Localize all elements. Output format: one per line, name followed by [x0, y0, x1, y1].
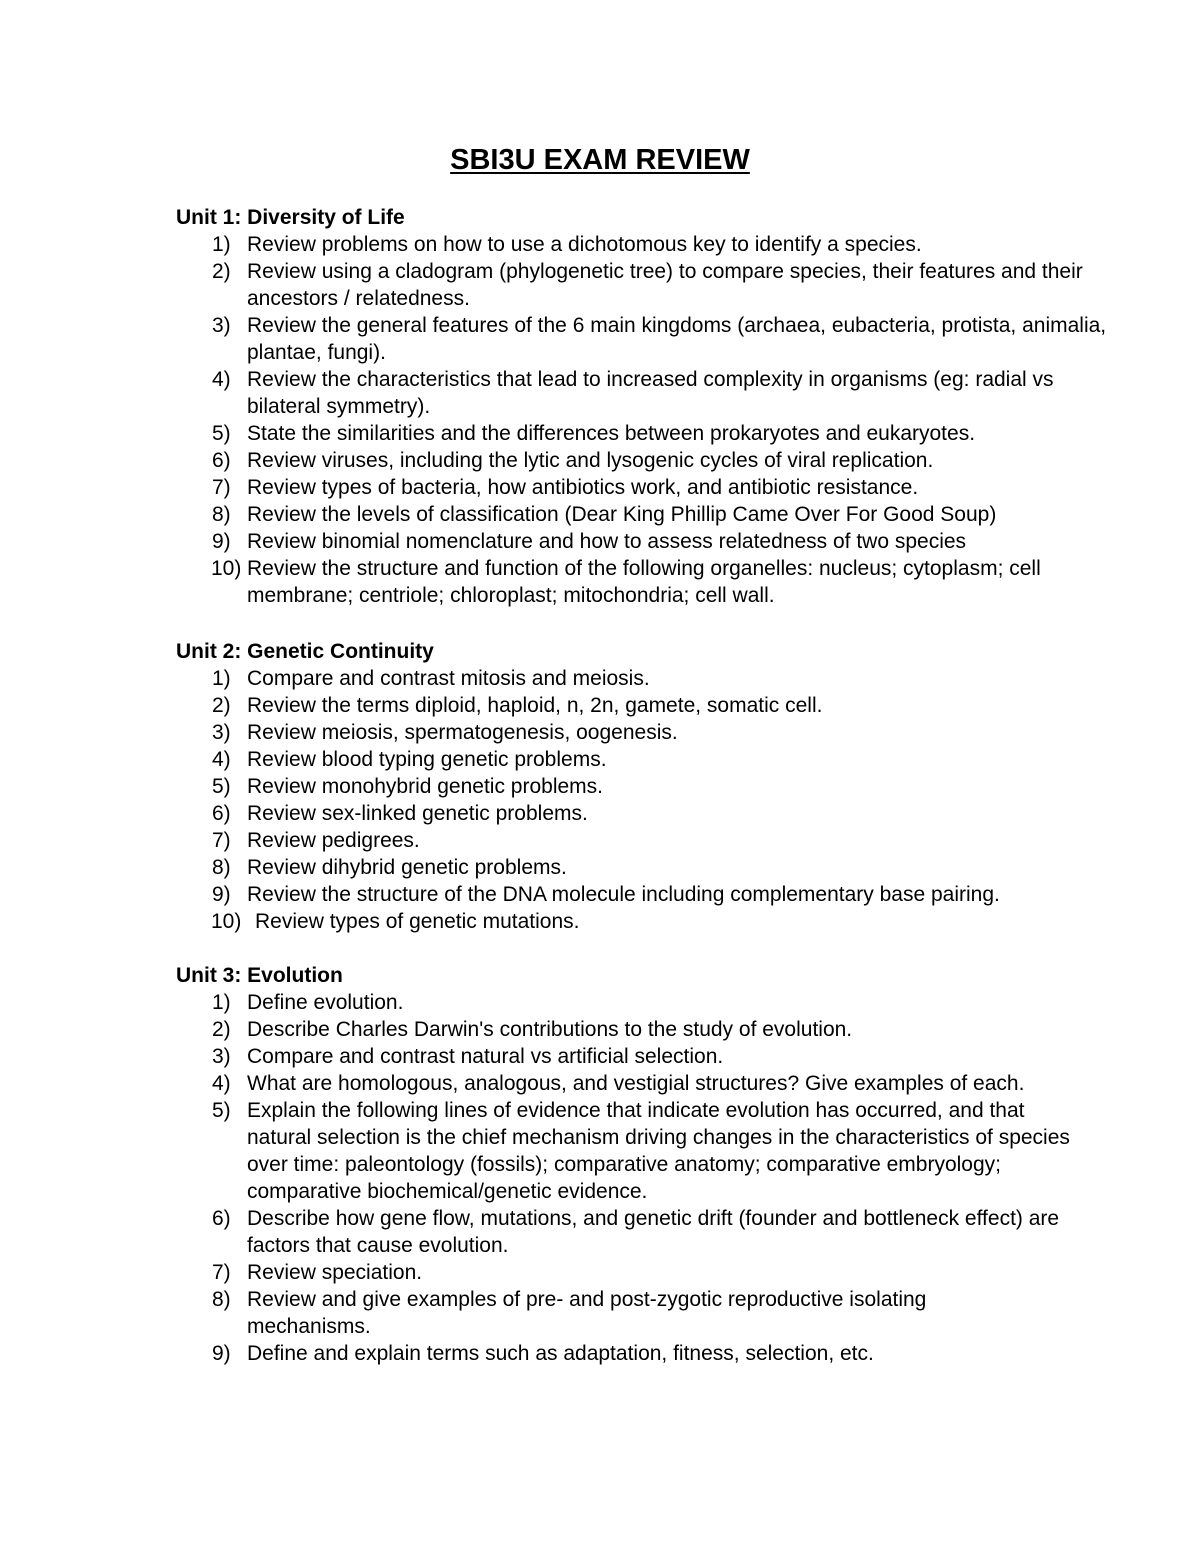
item-number: 7) — [212, 1261, 231, 1284]
list-item — [176, 773, 1107, 800]
item-number: 2) — [212, 1018, 231, 1041]
list-item — [176, 827, 1107, 854]
item-text: Review types of genetic mutations. — [255, 910, 580, 933]
item-number: 3) — [212, 314, 231, 337]
item-number: 3) — [212, 1045, 231, 1068]
list-item — [176, 366, 1107, 420]
item-text: Review the characteristics that lead to increased complexity in organisms (eg: radial vs bilateral symmetry). — [247, 368, 1054, 418]
item-text: Define evolution. — [247, 991, 404, 1014]
item-text: Describe Charles Darwin's contributions to the study of evolution. — [247, 1018, 853, 1041]
list-item — [176, 800, 1107, 827]
item-number: 4) — [212, 368, 231, 391]
list-item — [176, 854, 1107, 881]
unit-heading: Unit 1: Diversity of Life — [176, 206, 405, 229]
item-number: 1) — [212, 991, 231, 1014]
list-item — [176, 231, 1107, 258]
item-text: Review sex-linked genetic problems. — [247, 802, 588, 825]
item-text: Review pedigrees. — [247, 829, 420, 852]
item-number: 9) — [212, 1342, 231, 1365]
item-text: Review the terms diploid, haploid, n, 2n, gamete, somatic cell. — [247, 694, 823, 717]
list-item — [176, 447, 1107, 474]
list-item — [176, 1097, 1092, 1205]
item-text: Review problems on how to use a dichotomous key to identify a species. — [247, 233, 922, 256]
list-item — [176, 501, 1107, 528]
list-item — [176, 881, 1127, 908]
list-item — [176, 1070, 1087, 1097]
item-number: 3) — [212, 721, 231, 744]
item-text: Review the structure and function of the following organelles: nucleus; cytoplasm; cell membrane; centriole; chloroplast; mitochondria; cell wall. — [247, 557, 1041, 607]
item-text: Review dihybrid genetic problems. — [247, 856, 567, 879]
item-text: Review monohybrid genetic problems. — [247, 775, 604, 798]
item-text: Review binomial nomenclature and how to assess relatedness of two species — [247, 530, 967, 553]
item-number: 2) — [212, 260, 231, 283]
unit-2-section — [176, 638, 1106, 935]
document-title: SBI3U EXAM REVIEW — [450, 144, 750, 176]
item-text: Review types of bacteria, how antibiotics work, and antibiotic resistance. — [247, 476, 919, 499]
item-text: Review and give examples of pre- and post-zygotic reproductive isolating mechanisms. — [247, 1288, 927, 1338]
item-text: Compare and contrast mitosis and meiosis. — [247, 667, 650, 690]
item-number: 4) — [212, 748, 231, 771]
list-item — [176, 908, 1115, 935]
item-number: 5) — [212, 1099, 231, 1122]
list-item — [176, 1043, 1107, 1070]
list-item — [176, 1205, 1067, 1259]
item-text: Review the levels of classification (Dear King Phillip Came Over For Good Soup) — [247, 503, 997, 526]
item-number: 8) — [212, 856, 231, 879]
list-item — [176, 1016, 1107, 1043]
item-number: 10) — [211, 910, 242, 933]
item-text: Review the general features of the 6 main kingdoms (archaea, eubacteria, protista, animalia, plantae, fungi). — [247, 314, 1107, 364]
list-item — [176, 1286, 1047, 1340]
item-number: 1) — [212, 667, 231, 690]
item-number: 5) — [212, 422, 231, 445]
unit-3-section — [176, 962, 1106, 1367]
list-item — [176, 746, 1107, 773]
item-number: 1) — [212, 233, 231, 256]
item-number: 8) — [212, 1288, 231, 1311]
item-text: Review blood typing genetic problems. — [247, 748, 607, 771]
list-item — [176, 420, 1107, 447]
list-item — [176, 1340, 1107, 1367]
list-item — [176, 555, 1107, 609]
list-item — [176, 665, 1107, 692]
item-number: 6) — [212, 1207, 231, 1230]
unit-3-list — [176, 989, 1106, 1367]
unit-heading: Unit 3: Evolution — [176, 964, 343, 987]
unit-heading: Unit 2: Genetic Continuity — [176, 640, 434, 663]
item-text: Explain the following lines of evidence that indicate evolution has occurred, and that natural selection is the chief mechanism driving changes in the characteristics of species over time: paleontology (fossils); comparative anatomy; comparative embryology; comparative biochemical/genetic evidence. — [247, 1099, 1070, 1203]
item-number: 2) — [212, 694, 231, 717]
item-text: Compare and contrast natural vs artificial selection. — [247, 1045, 724, 1068]
item-number: 7) — [212, 829, 231, 852]
item-number: 9) — [212, 530, 231, 553]
list-item — [176, 1259, 1107, 1286]
item-text: Review meiosis, spermatogenesis, oogenesis. — [247, 721, 678, 744]
item-text: Review viruses, including the lytic and lysogenic cycles of viral replication. — [247, 449, 934, 472]
list-item — [176, 474, 1107, 501]
list-item — [176, 258, 1107, 312]
unit-1-section — [176, 204, 1106, 609]
list-item — [176, 692, 1107, 719]
unit-1-list — [176, 231, 1106, 609]
list-item — [176, 719, 1107, 746]
item-number: 9) — [212, 883, 231, 906]
item-text: State the similarities and the differences between prokaryotes and eukaryotes. — [247, 422, 976, 445]
item-number: 5) — [212, 775, 231, 798]
list-item — [176, 312, 1107, 366]
item-text: Review speciation. — [247, 1261, 423, 1284]
list-item — [176, 989, 1107, 1016]
list-item — [176, 528, 1107, 555]
item-text: Define and explain terms such as adaptation, fitness, selection, etc. — [247, 1342, 874, 1365]
unit-2-list — [176, 665, 1106, 935]
item-number: 6) — [212, 802, 231, 825]
item-text: Describe how gene flow, mutations, and genetic drift (founder and bottleneck effect) are factors that cause evolution. — [247, 1207, 1060, 1257]
item-text: Review using a cladogram (phylogenetic tree) to compare species, their features and their ancestors / relatedness. — [247, 260, 1083, 310]
item-number: 7) — [212, 476, 231, 499]
item-number: 6) — [212, 449, 231, 472]
item-number: 8) — [212, 503, 231, 526]
item-number: 4) — [212, 1072, 231, 1095]
item-text: What are homologous, analogous, and vestigial structures? Give examples of each. — [247, 1072, 1025, 1095]
item-text: Review the structure of the DNA molecule including complementary base pairing. — [247, 883, 1000, 906]
item-number: 10) — [211, 557, 242, 580]
